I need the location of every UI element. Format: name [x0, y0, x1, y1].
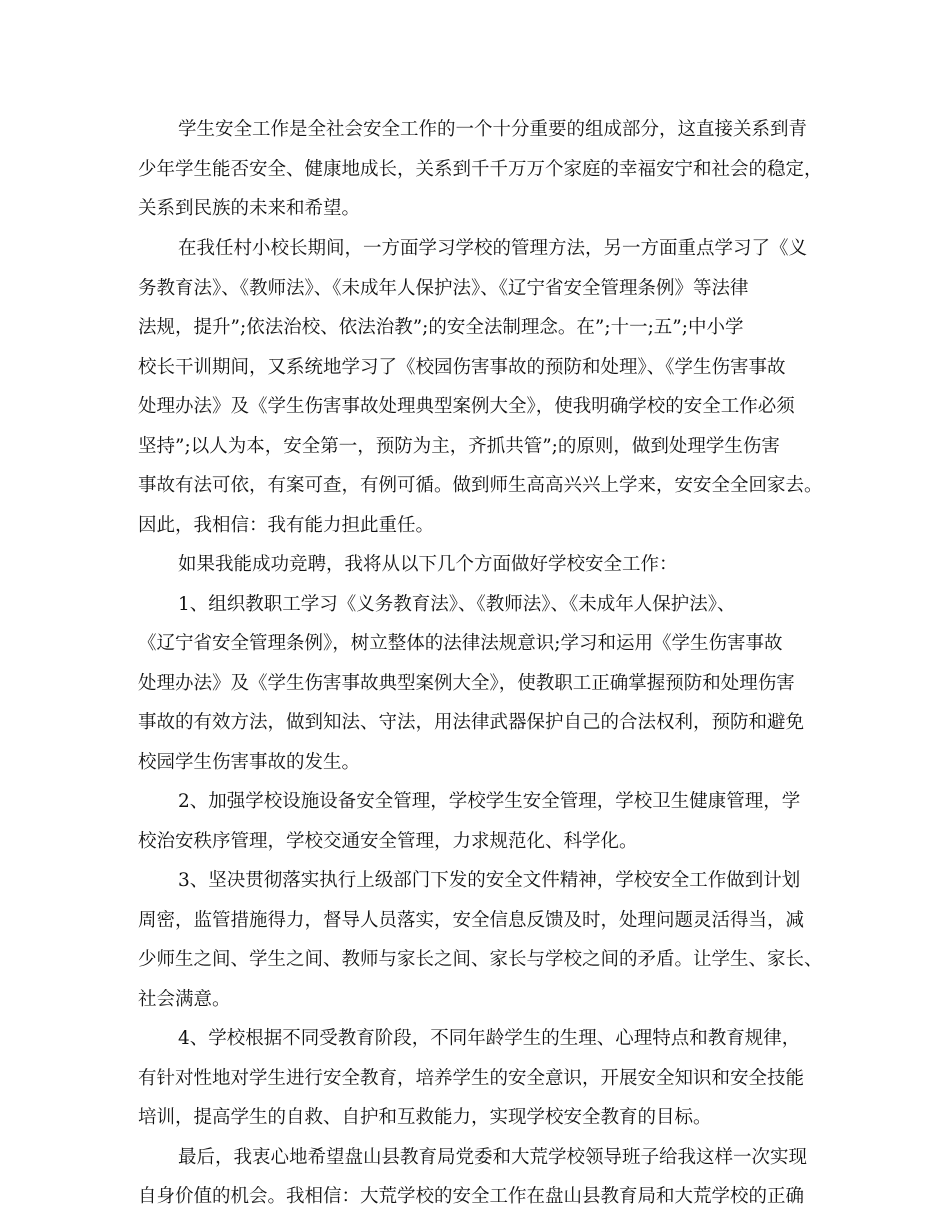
text-line: 因此，我相信：我有能力担此重任。 — [138, 515, 435, 536]
text-line: 《辽宁省安全管理条例》，树立整体的法律法规意识;学习和运用《学生伤害事故 — [138, 633, 783, 654]
text-line: 处理办法》及《学生伤害事故处理典型案例大全》，使我明确学校的安全工作必须 — [138, 396, 795, 417]
text-line: 自身价值的机会。我相信：大荒学校的安全工作在盘山县教育局和大荒学校的正确 — [138, 1186, 805, 1207]
text-line: 少年学生能否安全、健康地成长，关系到千千万万个家庭的幸福安宁和社会的稳定， — [138, 159, 823, 180]
text-line: 有针对性地对学生进行安全教育，培养学生的安全意识，开展安全知识和安全技能 — [138, 1068, 805, 1089]
text-line: 如果我能成功竞聘，我将从以下几个方面做好学校安全工作： — [178, 554, 678, 575]
text-line: 2、加强学校设施设备安全管理，学校学生安全管理，学校卫生健康管理，学 — [178, 791, 801, 812]
text-line: 3、坚决贯彻落实执行上级部门下发的安全文件精神，学校安全工作做到计划 — [178, 870, 801, 891]
text-line: 校园学生伤害事故的发生。 — [138, 752, 361, 773]
text-line: 培训，提高学生的自救、自护和互救能力，实现学校安全教育的目标。 — [138, 1107, 712, 1128]
text-line: 校治安秩序管理，学校交通安全管理，力求规范化、科学化。 — [138, 831, 638, 852]
text-line: 关系到民族的未来和希望。 — [138, 198, 361, 219]
text-line: 周密，监管措施得力，督导人员落实，安全信息反馈及时，处理问题灵活得当，减 — [138, 910, 805, 931]
text-line: 事故的有效方法，做到知法、守法，用法律武器保护自己的合法权利，预防和避免 — [138, 712, 805, 733]
text-line: 最后，我衷心地希望盘山县教育局党委和大荒学校领导班子给我这样一次实现 — [178, 1147, 808, 1168]
text-line: 少师生之间、学生之间、教师与家长之间、家长与学校之间的矛盾。让学生、家长、 — [138, 949, 823, 970]
text-line: 事故有法可依，有案可查，有例可循。做到师生高高兴兴上学来，安安全全回家去。 — [138, 475, 823, 496]
text-line: 1、组织教职工学习《义务教育法》、《教师法》、《未成年人保护法》、 — [178, 594, 736, 615]
text-line: 务教育法》、《教师法》、《未成年人保护法》、《辽宁省安全管理条例》等法律 — [138, 278, 749, 299]
text-line: 学生安全工作是全社会安全工作的一个十分重要的组成部分，这直接关系到青 — [178, 119, 808, 140]
text-line: 4、学校根据不同受教育阶段，不同年龄学生的生理、心理特点和教育规律， — [178, 1028, 801, 1049]
text-line: 坚持”;以人为本，安全第一，预防为主，齐抓共管”;的原则，做到处理学生伤害 — [138, 436, 780, 457]
text-line: 法规，提升”;依法治校、依法治教”;的安全法制理念。在”;十一;五”;中小学 — [138, 317, 744, 338]
text-line: 在我任村小校长期间，一方面学习学校的管理方法，另一方面重点学习了《义 — [178, 238, 808, 259]
text-line: 处理办法》及《学生伤害事故典型案例大全》，使教职工正确掌握预防和处理伤害 — [138, 673, 795, 694]
text-line: 社会满意。 — [138, 989, 231, 1010]
text-line: 校长干训期间，又系统地学习了《校园伤害事故的预防和处理》、《学生伤害事故 — [138, 357, 786, 378]
